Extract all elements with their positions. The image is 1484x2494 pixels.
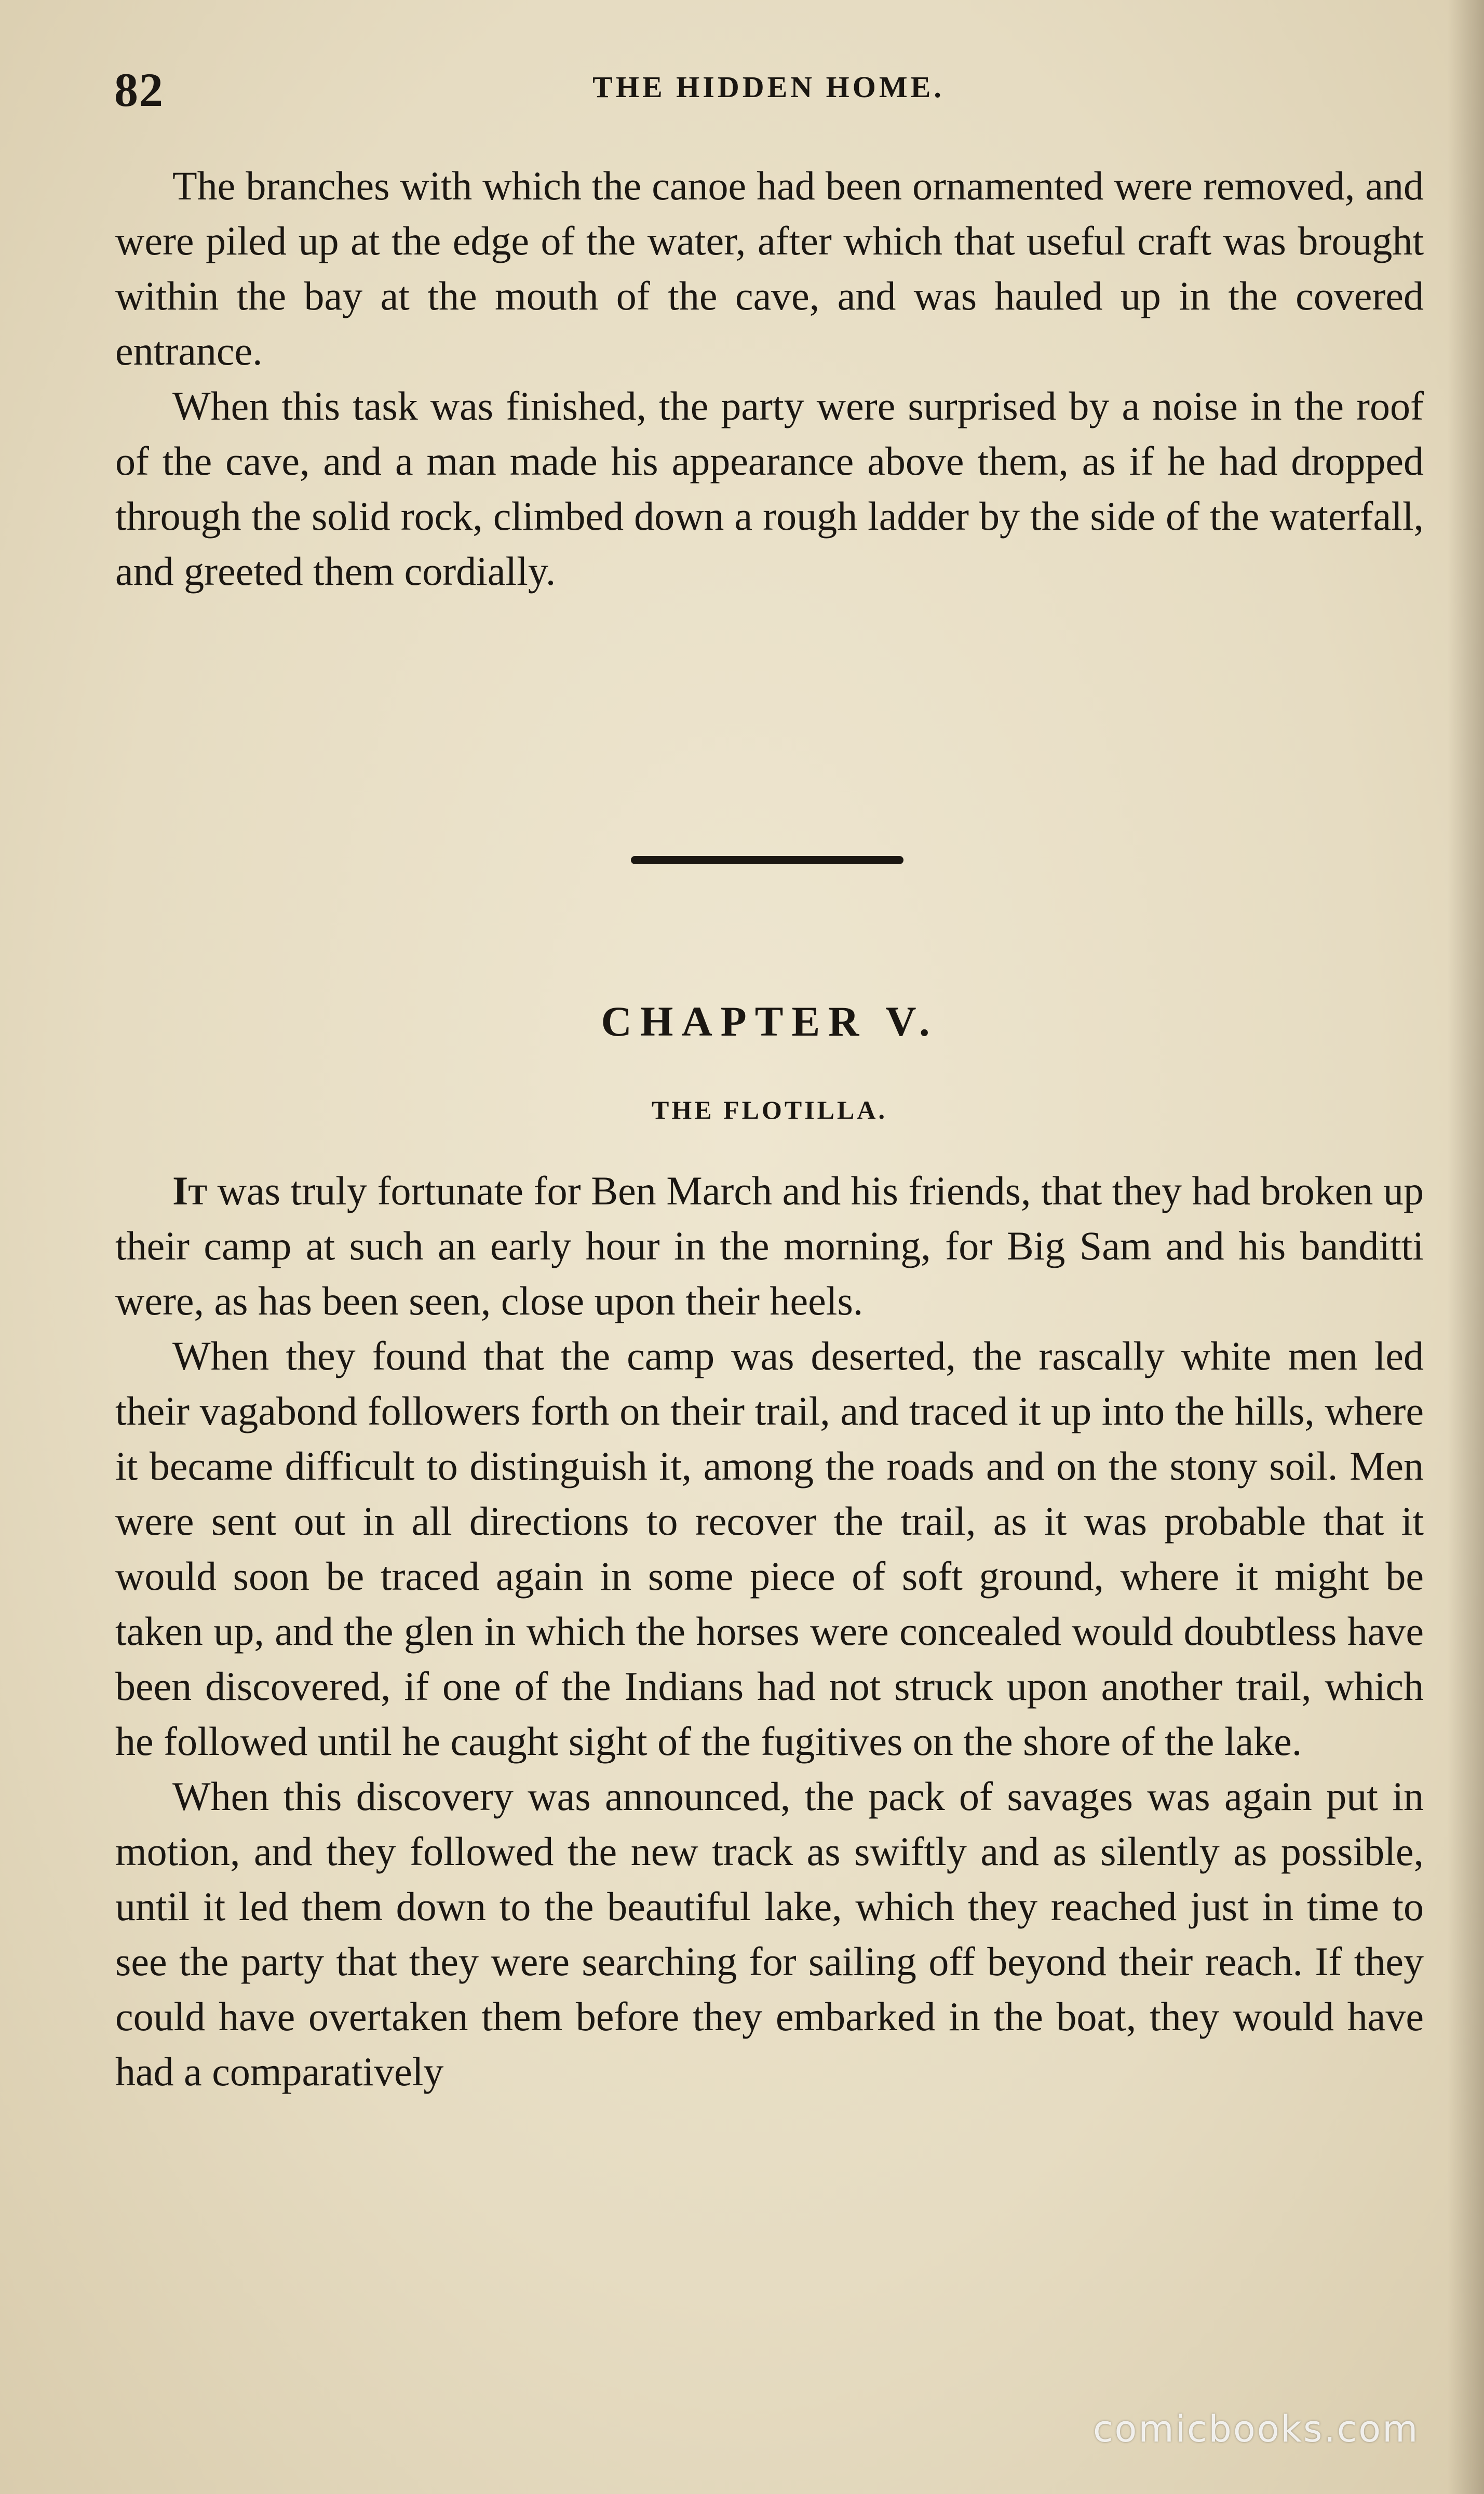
chapter-text-block — [115, 1163, 1424, 2099]
opening-word: It — [172, 1168, 208, 1213]
section-divider — [631, 856, 903, 864]
chapter-subtitle: THE FLOTILLA. — [652, 1095, 887, 1124]
paragraph-fortunate — [115, 1163, 1424, 1329]
opening-paragraph-text: was truly fortunate for Ben March and his friends, that they had broken up their camp at such an early hour in the morning, for Big Sam and his banditti were, as has been seen, close upon their heels. — [115, 1168, 1424, 1323]
page-edge-shadow — [1448, 0, 1484, 2494]
watermark-text: comicbooks.com — [1093, 2408, 1420, 2450]
top-text-block — [115, 158, 1424, 599]
page-header — [114, 62, 1423, 125]
chapter-heading: CHAPTER V. — [601, 998, 938, 1045]
paragraph-stranger: When this task was finished, the party were surprised by a noise in the roof of the cave, and a man made his appearance above them, as if he had dropped through the solid rock, climbed down a rough ladder by the side of the waterfall, and greeted them cordially. — [115, 383, 1424, 594]
running-title: THE HIDDEN HOME. — [592, 70, 945, 104]
paragraph-deserted-camp: When they found that the camp was deserted, the rascally white men led their vagabond followers forth on their trail, and traced it up into the hills, where it became difficult to distinguish it, among the roads and on the stony soil. Men were sent out in all directions to recover the trail, as it was probable that it would soon be traced again in some piece of soft ground, where it might be taken up, and the glen in which the horses were concealed would doubtless have been discovered, if one of the Indians had not struck upon another trail, which he followed until he caught sight of the fugitives on the shore of the lake. — [115, 1333, 1424, 1764]
paragraph-discovery: When this discovery was announced, the pack of savages was again put in motion, and they followed the new track as swiftly and as silently as possible, until it led them down to the beautiful lake, which they reached just in time to see the party that they were searching for sailing off beyond their reach. If they could have overtaken them before they embarked in the boat, they would have had a comparatively — [115, 1774, 1424, 2094]
page-number: 82 — [114, 63, 164, 116]
paragraph-canoe: The branches with which the canoe had been ornamented were removed, and were piled up at the edge of the water, after which that useful craft was brought within the bay at the mouth of the cave, and was hauled up in the covered entrance. — [115, 163, 1424, 373]
